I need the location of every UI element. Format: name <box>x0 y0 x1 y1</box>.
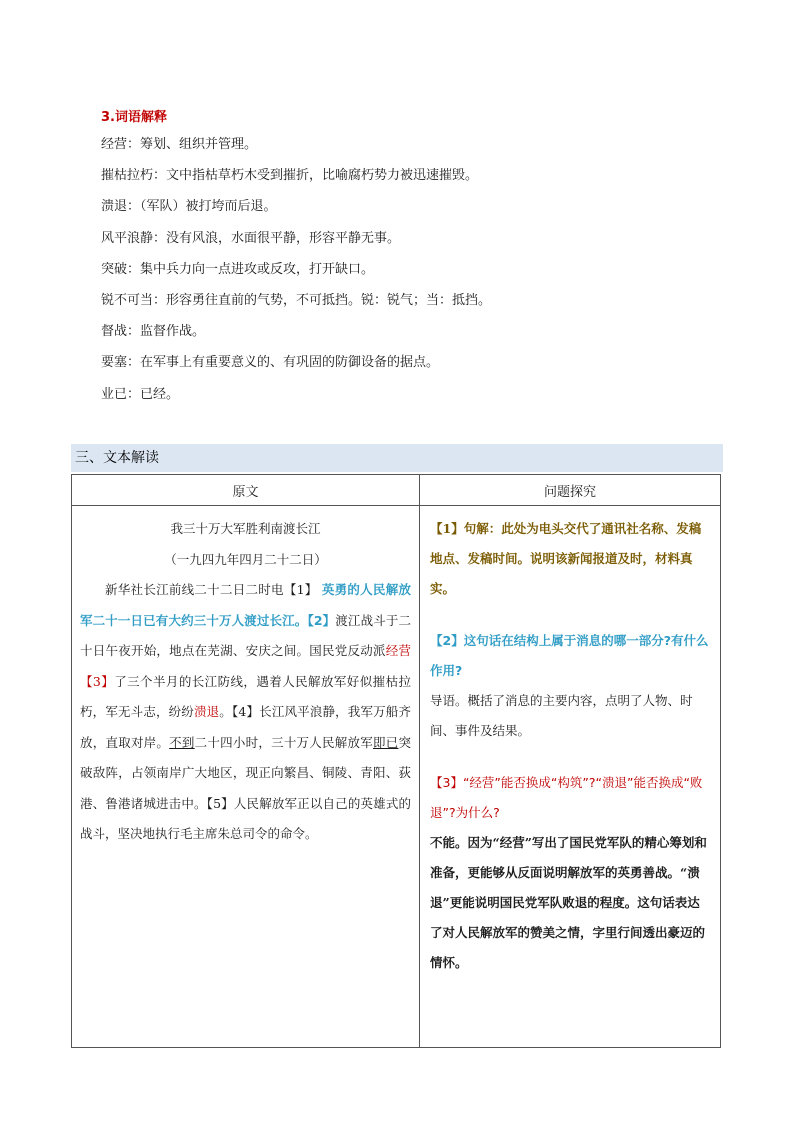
section-reading-header: 三、文本解读 <box>71 444 723 472</box>
article-body <box>80 575 411 850</box>
lead-sentence: 英勇的人民解放军二十一日已有大约三十万人渡过长江。 <box>80 582 411 628</box>
body-text: 突破敌阵，占领南岸广大地区，现正向繁昌、铜陵、青阳、荻港、鲁港诸城进击中。 <box>80 734 411 811</box>
word-jingying: 经营 <box>385 643 411 658</box>
question-2: 【2】这句话在结构上属于消息的哪一部分?有什么作用? <box>430 633 709 678</box>
term-list <box>101 136 741 417</box>
answer-2: 导语。概括了消息的主要内容，点明了人物、时间、事件及结果。 <box>430 693 693 738</box>
body-text: 。 <box>219 704 232 719</box>
term-item: 业已：已经。 <box>101 386 180 402</box>
article-date: （一九四九年四月二十二日） <box>164 551 327 567</box>
article-headline: 我三十万大军胜利南渡长江 <box>170 521 321 536</box>
word-budao: 不到 <box>169 734 195 750</box>
term-item: 突破：集中兵力向一点进攻或反攻，打开缺口。 <box>101 261 375 277</box>
body-text: 渡江战斗于二十日午夜开始，地点在芜湖、安庆之间。国民党反动派 <box>80 612 411 658</box>
marker-2: 【2】 <box>307 612 336 628</box>
marker-3: 【3】 <box>80 673 115 689</box>
marker-5: 【5】 <box>206 795 234 811</box>
term-item: 风平浪静：没有风浪，水面很平静，形容平静无事。 <box>101 230 401 246</box>
answer-3-main: 不能。因为“经营”写出了国民党军队的精心筹划和准备，更能够从反面说明解放军的英勇善战。“溃退”更能说明国民党军队败退的程度。这句话表达了对人民解放军的赞美之情， <box>430 835 707 940</box>
answer-3 <box>430 828 712 978</box>
term-item: 锐不可当：形容勇往直前的气势，不可抵挡。锐：锐气；当：抵挡。 <box>101 292 492 308</box>
body-text: 了三个半月的长江防线，遇着人民解放军好似摧枯拉朽，军无斗志，纷纷 <box>80 673 411 719</box>
word-kuitui: 溃退 <box>193 704 220 719</box>
body-text: 二十四小时，三十万人民解放军 <box>194 734 373 750</box>
term-item: 摧枯拉朽：文中指枯草朽木受到摧折，比喻腐朽势力被迅速摧毁。 <box>101 168 479 184</box>
answer-3-end: 字里行间透出豪迈的情怀。 <box>430 925 706 970</box>
question-3: 【3】“经营”能否换成“构筑”?“溃退”能否换成“败退”?为什么? <box>430 775 703 820</box>
term-item: 溃退：（军队）被打垮而后退。 <box>101 199 277 215</box>
body-text: 长江风平浪静，我军万船齐放，直取对岸。 <box>80 704 411 750</box>
word-jiyi: 即已 <box>372 734 399 750</box>
term-item: 督战：监督作战。 <box>101 324 206 340</box>
column-header-original: 原文 <box>72 475 420 506</box>
questions-cell <box>420 506 721 1048</box>
section-3-title: 3.词语解释 <box>101 110 167 125</box>
dateline: 新华社长江前线二十二日二时电 <box>105 582 284 597</box>
term-item: 要塞：在军事上有重要意义的、有巩固的防御设备的据点。 <box>101 355 440 371</box>
marker-4: 【4】 <box>231 704 260 719</box>
original-text-cell <box>72 506 420 1048</box>
term-item: 经营：筹划、组织并管理。 <box>101 137 258 152</box>
body-text: 人民解放军正以自己的英雄式的战斗，坚决地执行毛主席朱总司令的命令。 <box>80 795 411 841</box>
reading-table <box>71 474 721 1048</box>
column-header-questions: 问题探究 <box>420 475 721 506</box>
note-1: 【1】句解：此处为电头交代了通讯社名称、发稿地点、发稿时间。说明该新闻报道及时，材料真实。 <box>430 521 702 596</box>
marker-1: 【1】 <box>283 582 318 597</box>
